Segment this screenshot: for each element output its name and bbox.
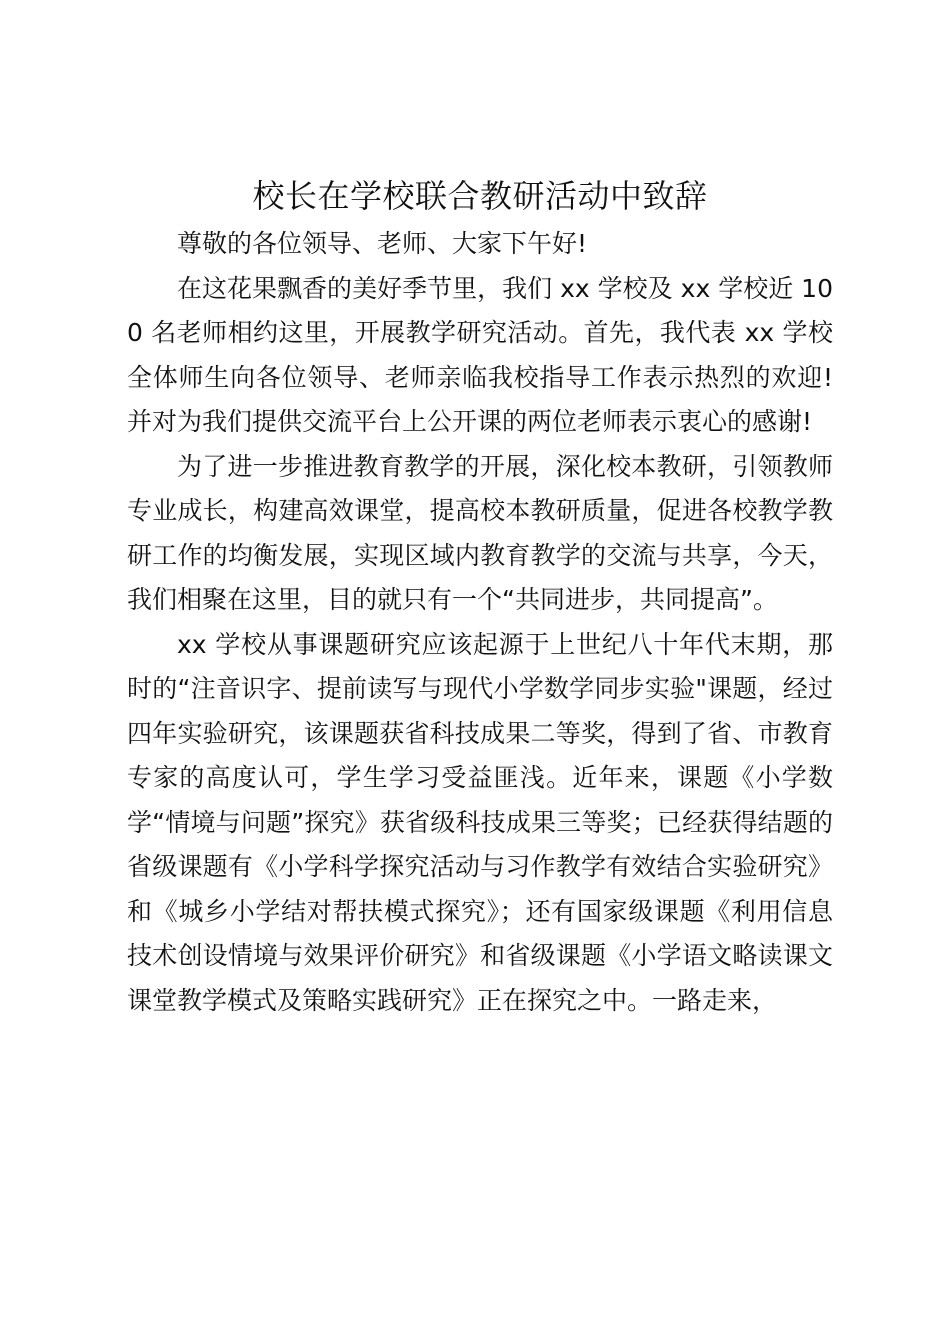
purpose-paragraph: 为了进一步推进教育教学的开展，深化校本教研，引领教师专业成长，构建高效课堂，提高校本教研质量，促进各校教学教研工作的均衡发展，实现区域内教育教学的交流与共享，今天，我们相聚在这里，目的就只有一个“共同进步，共同提高”。 — [127, 451, 833, 614]
welcome-paragraph: 在这花果飘香的美好季节里，我们 xx 学校及 xx 学校近 100 名老师相约这里，开展教学研究活动。首先，我代表 xx 学校全体师生向各位领导、老师亲临我校指导工作表示热烈的欢迎!并对为我们提供交流平台上公开课的两位老师表示衷心的感谢! — [127, 273, 833, 436]
document-title: 校长在学校联合教研活动中致辞 — [252, 177, 708, 215]
research-history-paragraph: xx 学校从事课题研究应该起源于上世纪八十年代末期，那时的“注音识字、提前读写与现代小学数学同步实验"课题，经过四年实验研究，该课题获省科技成果二等奖，得到了省、市教育专家的高度认可，学生学习受益匪浅。近年来，课题《小学数学“情境与问题”探究》获省级科技成果三等奖；已经获得结题的省级课题有《小学科学探究活动与习作教学有效结合实验研究》和《城乡小学结对帮扶模式探究》；还有国家级课题《利用信息技术创设情境与效果评价研究》和省级课题《小学语文略读课文课堂教学模式及策略实践研究》正在探究之中。一路走来， — [127, 629, 833, 1015]
document-page — [127, 170, 833, 1023]
greeting-paragraph: 尊敬的各位领导、老师、大家下午好! — [177, 229, 588, 258]
